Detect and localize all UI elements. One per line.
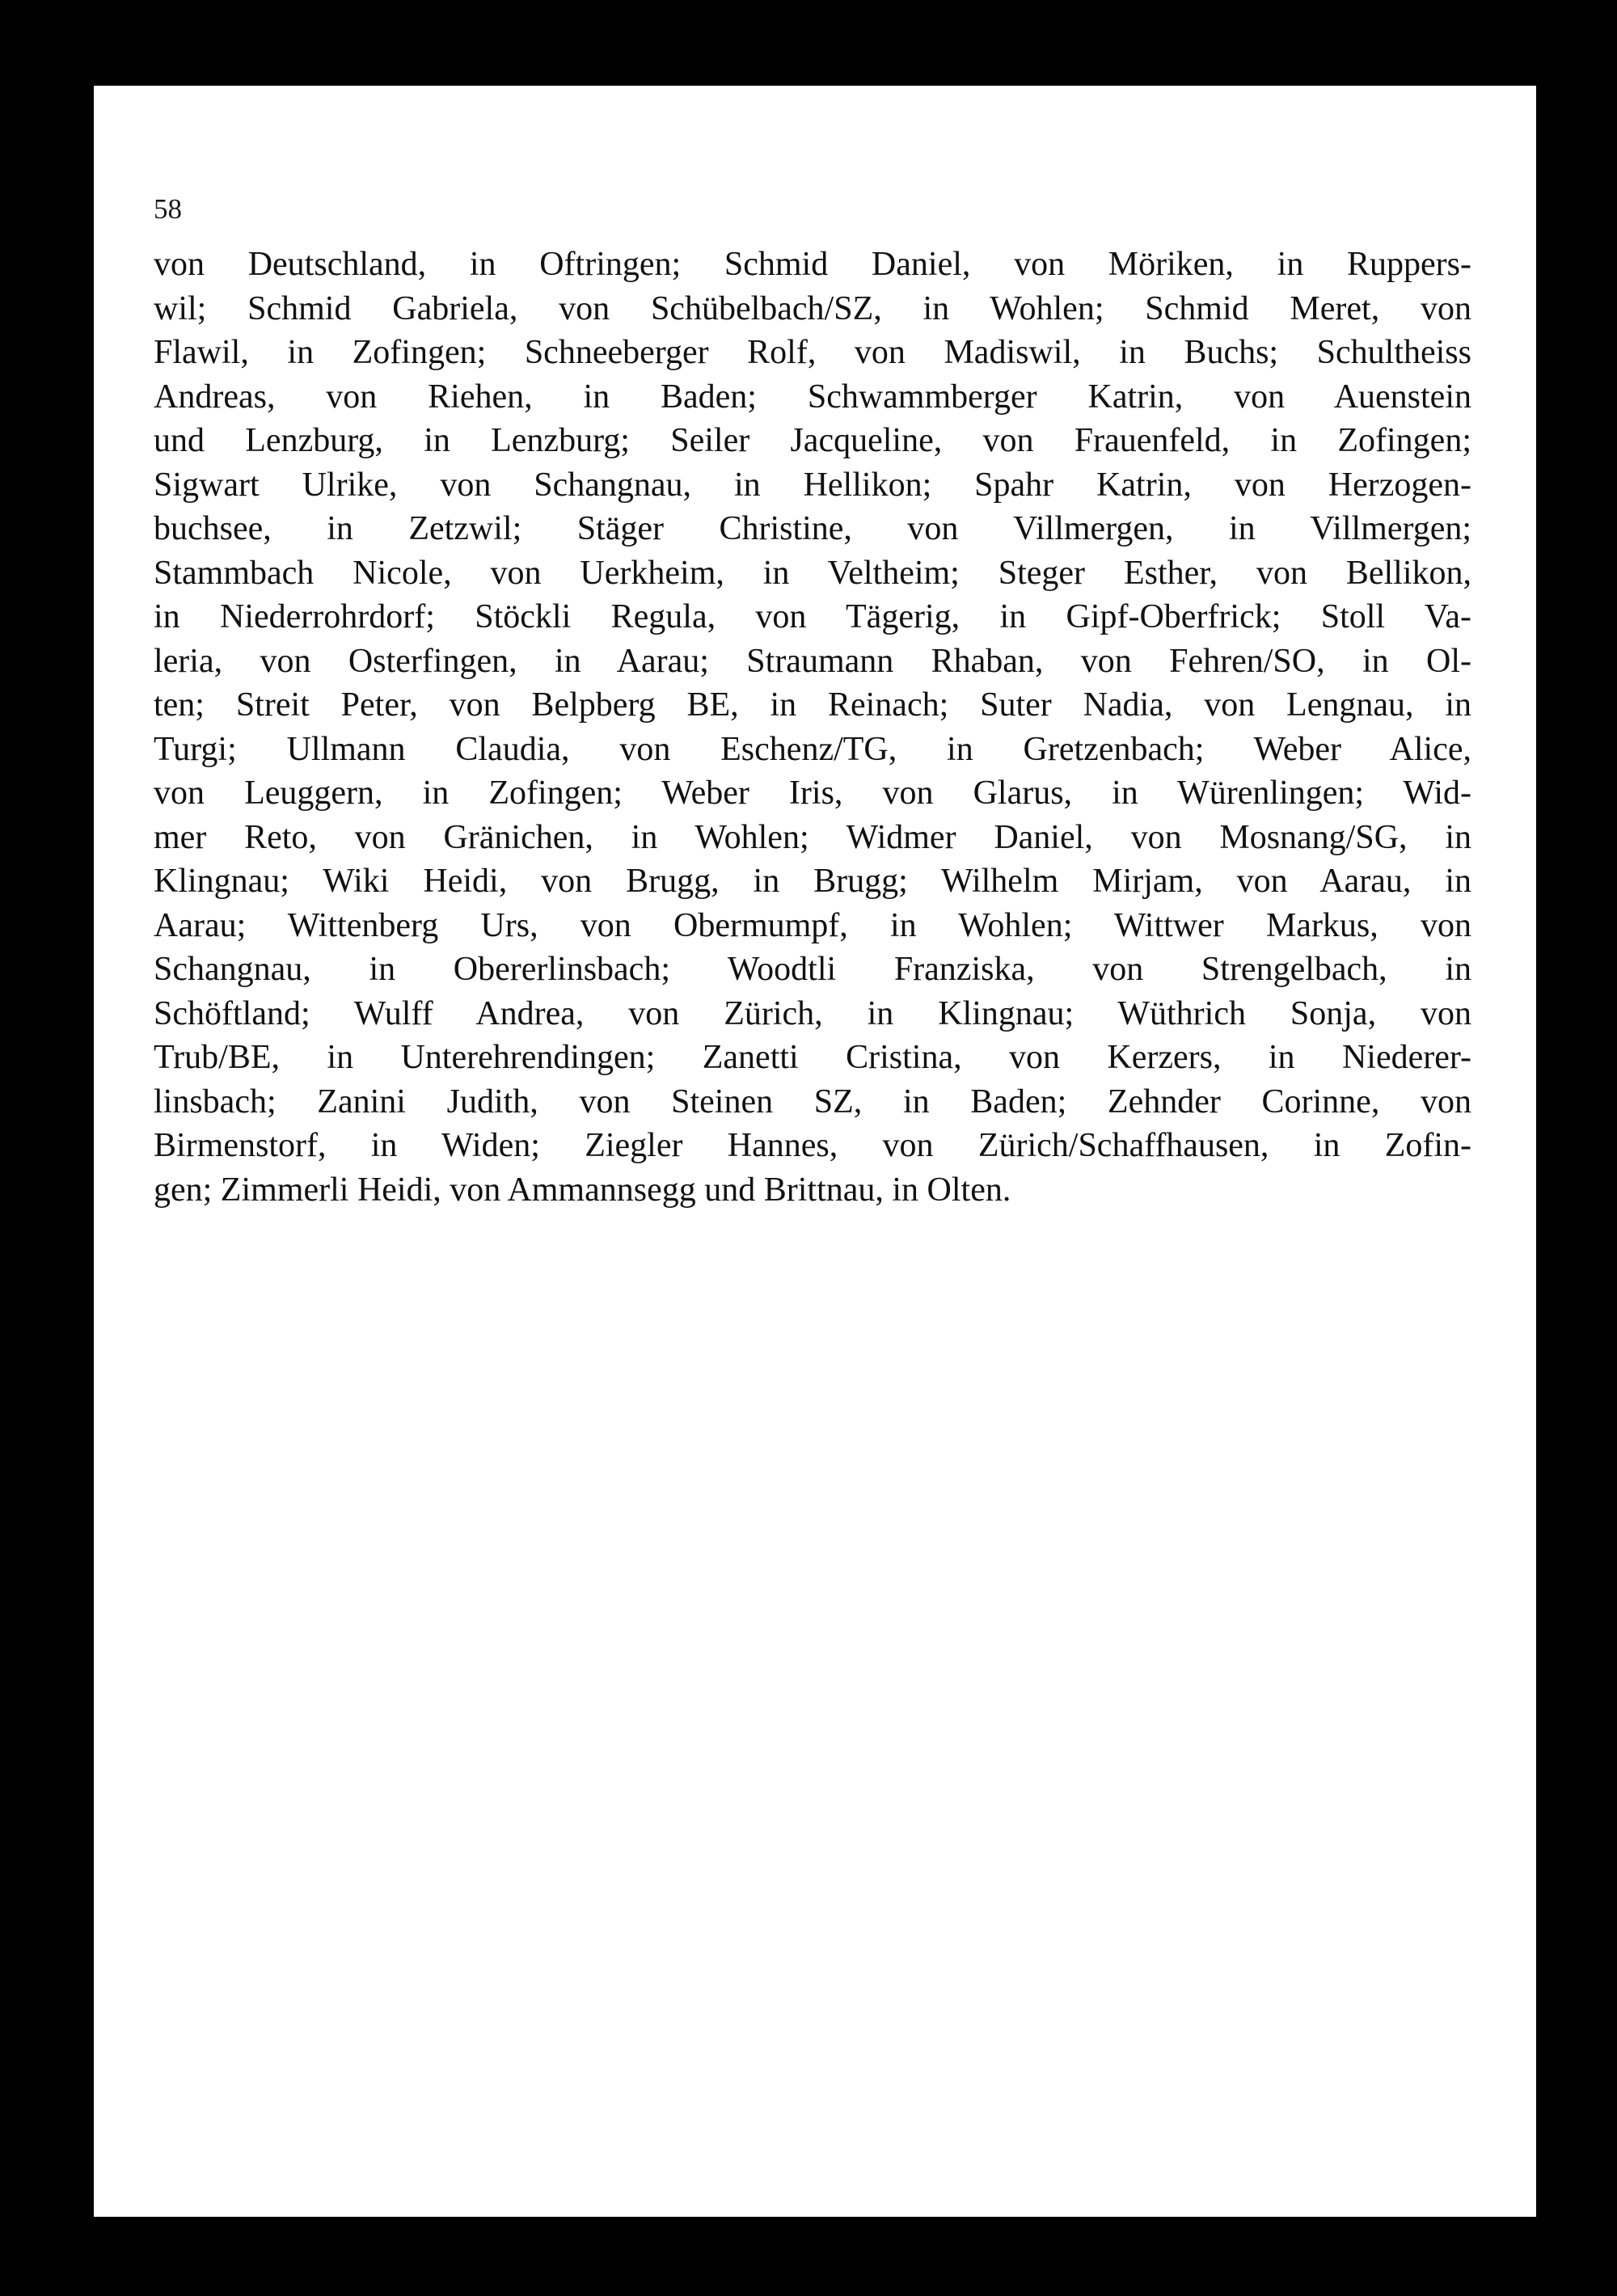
- text-line: Aarau; Wittenberg Urs, von Obermumpf, in Wohlen; Wittwer Markus, von: [154, 906, 1471, 944]
- text-line: leria, von Osterfingen, in Aarau; Straumann Rhaban, von Fehren/SO, in Ol-: [154, 642, 1471, 680]
- text-line: in Niederrohrdorf; Stöckli Regula, von Tägerig, in Gipf-Oberfrick; Stoll Va-: [154, 598, 1471, 635]
- text-line: von Deutschland, in Oftringen; Schmid Daniel, von Möriken, in Ruppers-: [154, 246, 1471, 283]
- text-line-last: gen; Zimmerli Heidi, von Ammannsegg und Brittnau, in Olten.: [154, 1171, 1011, 1209]
- text-line: Andreas, von Riehen, in Baden; Schwammberger Katrin, von Auenstein: [154, 378, 1471, 416]
- text-line: und Lenzburg, in Lenzburg; Seiler Jacqueline, von Frauenfeld, in Zofingen;: [154, 422, 1471, 459]
- body-text: [154, 243, 1471, 1212]
- text-line: wil; Schmid Gabriela, von Schübelbach/SZ, in Wohlen; Schmid Meret, von: [154, 289, 1471, 327]
- text-line: ten; Streit Peter, von Belpberg BE, in Reinach; Suter Nadia, von Lengnau, in: [154, 686, 1471, 724]
- text-line: Stammbach Nicole, von Uerkheim, in Veltheim; Steger Esther, von Bellikon,: [154, 554, 1471, 592]
- text-line: Schöftland; Wulff Andrea, von Zürich, in Klingnau; Wüthrich Sonja, von: [154, 994, 1471, 1032]
- text-line: Turgi; Ullmann Claudia, von Eschenz/TG, in Gretzenbach; Weber Alice,: [154, 730, 1471, 768]
- text-line: mer Reto, von Gränichen, in Wohlen; Widmer Daniel, von Mosnang/SG, in: [154, 818, 1471, 856]
- text-line: Schangnau, in Obererlinsbach; Woodtli Franziska, von Strengelbach, in: [154, 951, 1471, 988]
- text-line: Klingnau; Wiki Heidi, von Brugg, in Brugg; Wilhelm Mirjam, von Aarau, in: [154, 863, 1471, 900]
- text-line: buchsee, in Zetzwil; Stäger Christine, von Villmergen, in Villmergen;: [154, 510, 1471, 547]
- text-line: Birmenstorf, in Widen; Ziegler Hannes, von Zürich/Schaffhausen, in Zofin-: [154, 1127, 1471, 1164]
- text-line: linsbach; Zanini Judith, von Steinen SZ, in Baden; Zehnder Corinne, von: [154, 1083, 1471, 1121]
- text-line: Flawil, in Zofingen; Schneeberger Rolf, von Madiswil, in Buchs; Schultheiss: [154, 334, 1471, 371]
- text-line: von Leuggern, in Zofingen; Weber Iris, von Glarus, in Würenlingen; Wid-: [154, 774, 1471, 812]
- text-line: Trub/BE, in Unterehrendingen; Zanetti Cristina, von Kerzers, in Niederer-: [154, 1039, 1471, 1076]
- text-line: Sigwart Ulrike, von Schangnau, in Hellikon; Spahr Katrin, von Herzogen-: [154, 466, 1471, 504]
- page-number: 58: [154, 193, 182, 225]
